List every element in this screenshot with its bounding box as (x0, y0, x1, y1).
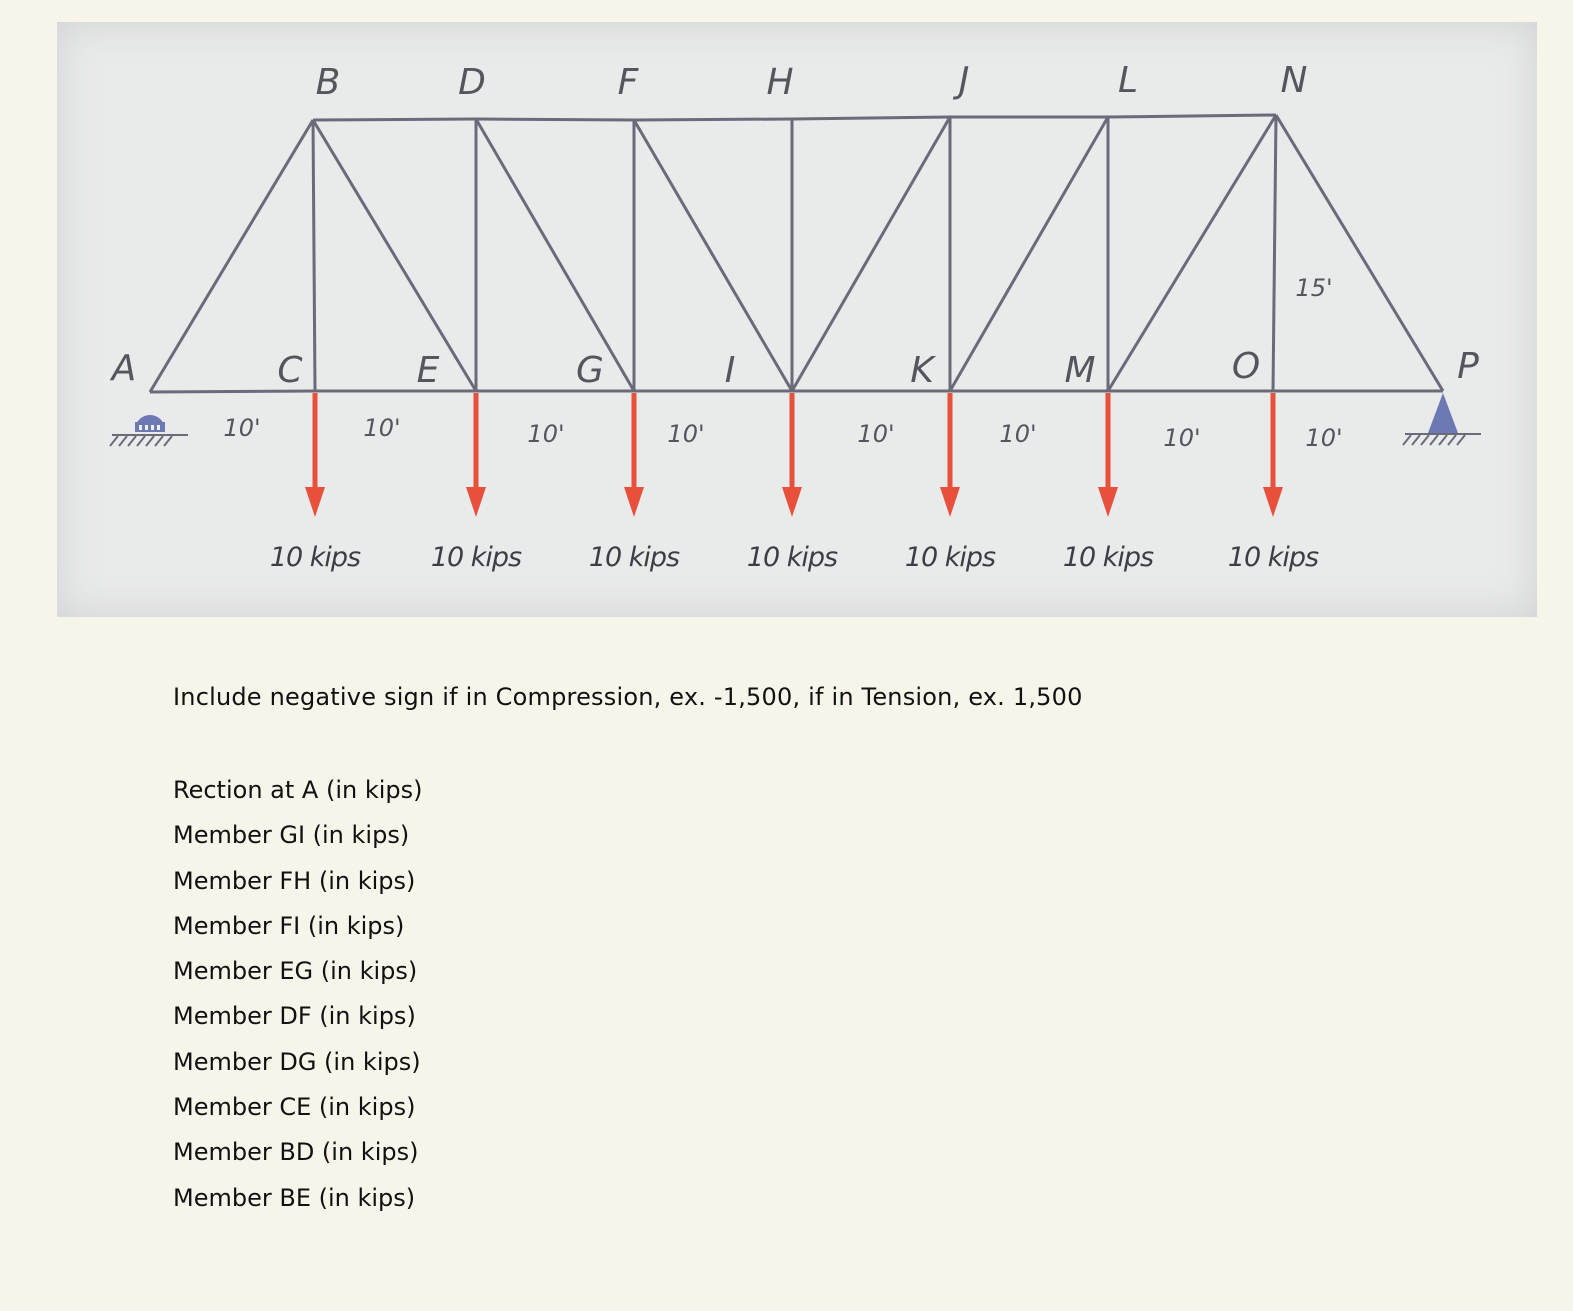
member-bd (313, 119, 476, 120)
load-label-i: 10 kips (746, 542, 838, 573)
member-dg (476, 119, 634, 391)
question-member-fh: Member FH (in kips) (173, 866, 416, 895)
member-ln (1108, 115, 1276, 117)
node-label-i: I (724, 350, 736, 391)
node-label-a: A (111, 348, 137, 389)
node-label-e: E (416, 350, 440, 391)
node-label-l: L (1117, 60, 1139, 101)
question-member-fi: Member FI (in kips) (173, 911, 405, 940)
panel-length-label: 10' (1305, 424, 1343, 452)
panel-length-label: 10' (223, 414, 261, 442)
load-arrow-g (589, 393, 680, 573)
instruction-text: Include negative sign if in Compression, ex. -1,500, if in Tension, ex. 1,500 (173, 683, 1083, 711)
truss-diagram (0, 0, 1573, 630)
member-hj (792, 117, 950, 119)
member-ac (150, 391, 315, 392)
node-label-c: C (277, 350, 303, 391)
question-member-df: Member DF (in kips) (173, 1002, 416, 1031)
question-member-bd: Member BD (in kips) (173, 1138, 419, 1167)
panel-length-label: 10' (527, 420, 565, 448)
height-label: 15' (1295, 274, 1333, 302)
member-df (476, 119, 634, 120)
question-list (173, 771, 423, 1224)
panel-length-label: 10' (1163, 424, 1201, 452)
member-np (1276, 115, 1443, 391)
question-member-dg: Member DG (in kips) (173, 1047, 421, 1076)
load-label-m: 10 kips (1062, 542, 1154, 573)
node-label-b: B (315, 62, 341, 103)
load-label-e: 10 kips (430, 542, 522, 573)
node-label-g: G (576, 350, 604, 391)
node-label-n: N (1280, 60, 1308, 101)
pin-support-p (1403, 393, 1481, 445)
load-arrow-c (270, 393, 361, 573)
member-bc (313, 120, 315, 391)
node-label-p: P (1457, 346, 1479, 387)
member-fh (634, 119, 792, 120)
question-member-be: Member BE (in kips) (173, 1183, 416, 1212)
member-no (1273, 115, 1276, 391)
panel-length-label: 10' (857, 420, 895, 448)
load-arrow-m (1063, 393, 1154, 573)
load-arrow-i (747, 393, 838, 573)
node-label-k: K (910, 350, 934, 391)
pin-support-a (110, 415, 188, 446)
node-label-d: D (458, 62, 486, 103)
load-label-k: 10 kips (904, 542, 996, 573)
load-arrow-o (1228, 393, 1319, 573)
panel-length-label: 10' (999, 420, 1037, 448)
node-label-o: O (1231, 346, 1261, 387)
load-label-c: 10 kips (269, 542, 361, 573)
panel-length-label: 10' (363, 414, 401, 442)
member-fi (634, 120, 792, 391)
node-label-m: M (1064, 350, 1096, 391)
question-member-ce: Member CE (in kips) (173, 1093, 416, 1122)
panel-length-label: 10' (667, 420, 705, 448)
load-arrow-e (431, 393, 522, 573)
question-member-eg: Member EG (in kips) (173, 957, 418, 986)
node-label-j: J (958, 60, 970, 101)
question-reaction-a: Rection at A (in kips) (173, 776, 423, 804)
node-label-f: F (617, 62, 639, 103)
load-label-g: 10 kips (588, 542, 680, 573)
load-arrow-k (905, 393, 996, 573)
question-member-gi: Member GI (in kips) (173, 821, 410, 850)
load-label-o: 10 kips (1227, 542, 1319, 573)
member-be (313, 120, 476, 391)
node-label-h: H (766, 62, 794, 103)
